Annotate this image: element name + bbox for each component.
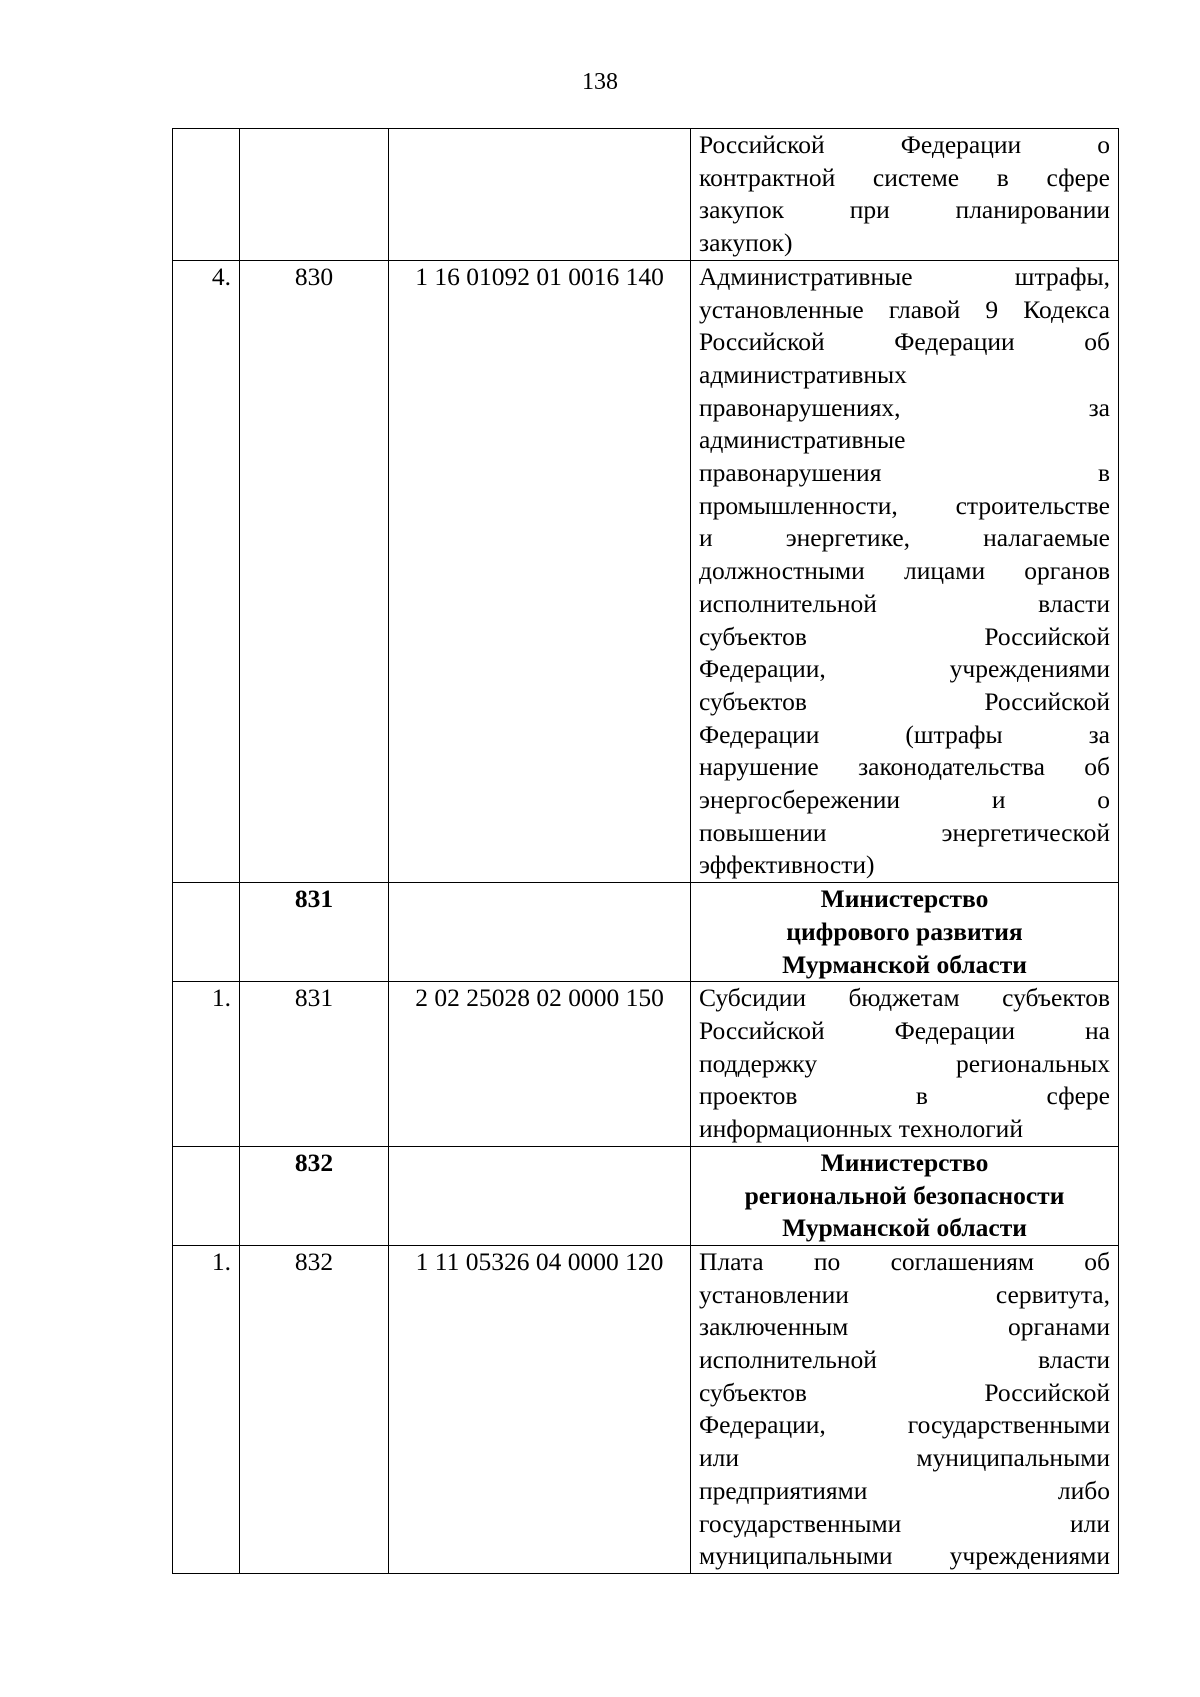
text-line: закупок) — [699, 228, 793, 258]
admin-code-cell: 832 — [240, 1146, 389, 1245]
text-line: Мурманской области — [782, 949, 1027, 979]
text-line: Министерство — [820, 1147, 989, 1177]
description-cell — [691, 260, 1119, 882]
table-row — [173, 982, 1119, 1147]
text-line: контрактной системе в сфере — [699, 162, 1110, 192]
admin-code-cell: 830 — [240, 260, 389, 882]
table-row — [173, 129, 1119, 261]
budget-code-cell: 2 02 25028 02 0000 150 — [389, 982, 691, 1147]
text-line: промышленности, строительстве — [699, 490, 1110, 520]
text-line: субъектов Российской — [699, 621, 1110, 651]
budget-code-cell: 1 11 05326 04 0000 120 — [389, 1245, 691, 1573]
budget-code-cell — [389, 129, 691, 261]
text-line: правонарушениях, за — [699, 392, 1110, 422]
text-line: установлении сервитута, — [699, 1279, 1110, 1309]
ministry-header-row — [173, 1146, 1119, 1245]
text-line: правонарушения в — [699, 458, 1110, 488]
text-line: Российской Федерации об — [699, 327, 1110, 357]
admin-code-cell: 831 — [240, 883, 389, 982]
text-line: Федерации, государственными — [699, 1410, 1110, 1440]
text-line: Федерации, учреждениями — [699, 654, 1110, 684]
description-cell — [691, 1245, 1119, 1573]
ministry-name-cell — [691, 883, 1119, 982]
text-line: энергосбережении и о — [699, 785, 1110, 815]
text-line: исполнительной власти — [699, 588, 1110, 618]
ministry-name-cell — [691, 1146, 1119, 1245]
text-line: Мурманской области — [782, 1213, 1027, 1243]
text-line: поддержку региональных — [699, 1048, 1110, 1078]
description-cell — [691, 129, 1119, 261]
table-row — [173, 1245, 1119, 1573]
ministry-header-row — [173, 883, 1119, 982]
text-line: заключенным органами — [699, 1312, 1110, 1342]
revenue-codes-table — [172, 128, 1119, 1574]
text-line: должностными лицами органов — [699, 556, 1110, 586]
budget-code-cell — [389, 883, 691, 982]
row-number-cell — [173, 883, 240, 982]
text-line: проектов в сфере — [699, 1081, 1110, 1111]
text-line: Плата по соглашениям об — [699, 1246, 1110, 1276]
text-line: государственными или — [699, 1508, 1110, 1538]
text-line: региональной безопасности — [744, 1180, 1065, 1210]
text-line: цифрового развития — [786, 916, 1023, 946]
budget-code-cell: 1 16 01092 01 0016 140 — [389, 260, 691, 882]
text-line: повышении энергетической — [699, 817, 1110, 847]
description-cell — [691, 982, 1119, 1147]
table-body — [173, 129, 1119, 1574]
text-line: предприятиями либо — [699, 1475, 1110, 1505]
row-number-cell: 1. — [173, 982, 240, 1147]
text-line: эффективности) — [699, 850, 875, 880]
text-line: установленные главой 9 Кодекса — [699, 294, 1110, 324]
text-line: исполнительной власти — [699, 1345, 1110, 1375]
text-line: Субсидии бюджетам субъектов — [699, 983, 1110, 1013]
row-number-cell: 4. — [173, 260, 240, 882]
text-line: нарушение законодательства об — [699, 752, 1110, 782]
text-line: Министерство — [820, 884, 989, 914]
text-line: и энергетике, налагаемые — [699, 523, 1110, 553]
text-line: Административные штрафы, — [699, 261, 1110, 291]
text-line: субъектов Российской — [699, 1377, 1110, 1407]
text-line: административных — [699, 359, 907, 389]
text-line: или муниципальными — [699, 1443, 1110, 1473]
text-line: Федерации (штрафы за — [699, 719, 1110, 749]
row-number-cell: 1. — [173, 1245, 240, 1573]
admin-code-cell: 831 — [240, 982, 389, 1147]
budget-code-cell — [389, 1146, 691, 1245]
text-line: Российской Федерации о — [699, 130, 1110, 159]
page-number: 138 — [582, 69, 618, 95]
text-line: информационных технологий — [699, 1114, 1023, 1144]
text-line: закупок при планировании — [699, 195, 1110, 225]
table-row — [173, 260, 1119, 882]
text-line: Российской Федерации на — [699, 1015, 1110, 1045]
row-number-cell — [173, 129, 240, 261]
row-number-cell — [173, 1146, 240, 1245]
admin-code-cell — [240, 129, 389, 261]
text-line: субъектов Российской — [699, 686, 1110, 716]
admin-code-cell: 832 — [240, 1245, 389, 1573]
text-line: муниципальными учреждениями — [699, 1541, 1110, 1571]
text-line: административные — [699, 425, 906, 455]
